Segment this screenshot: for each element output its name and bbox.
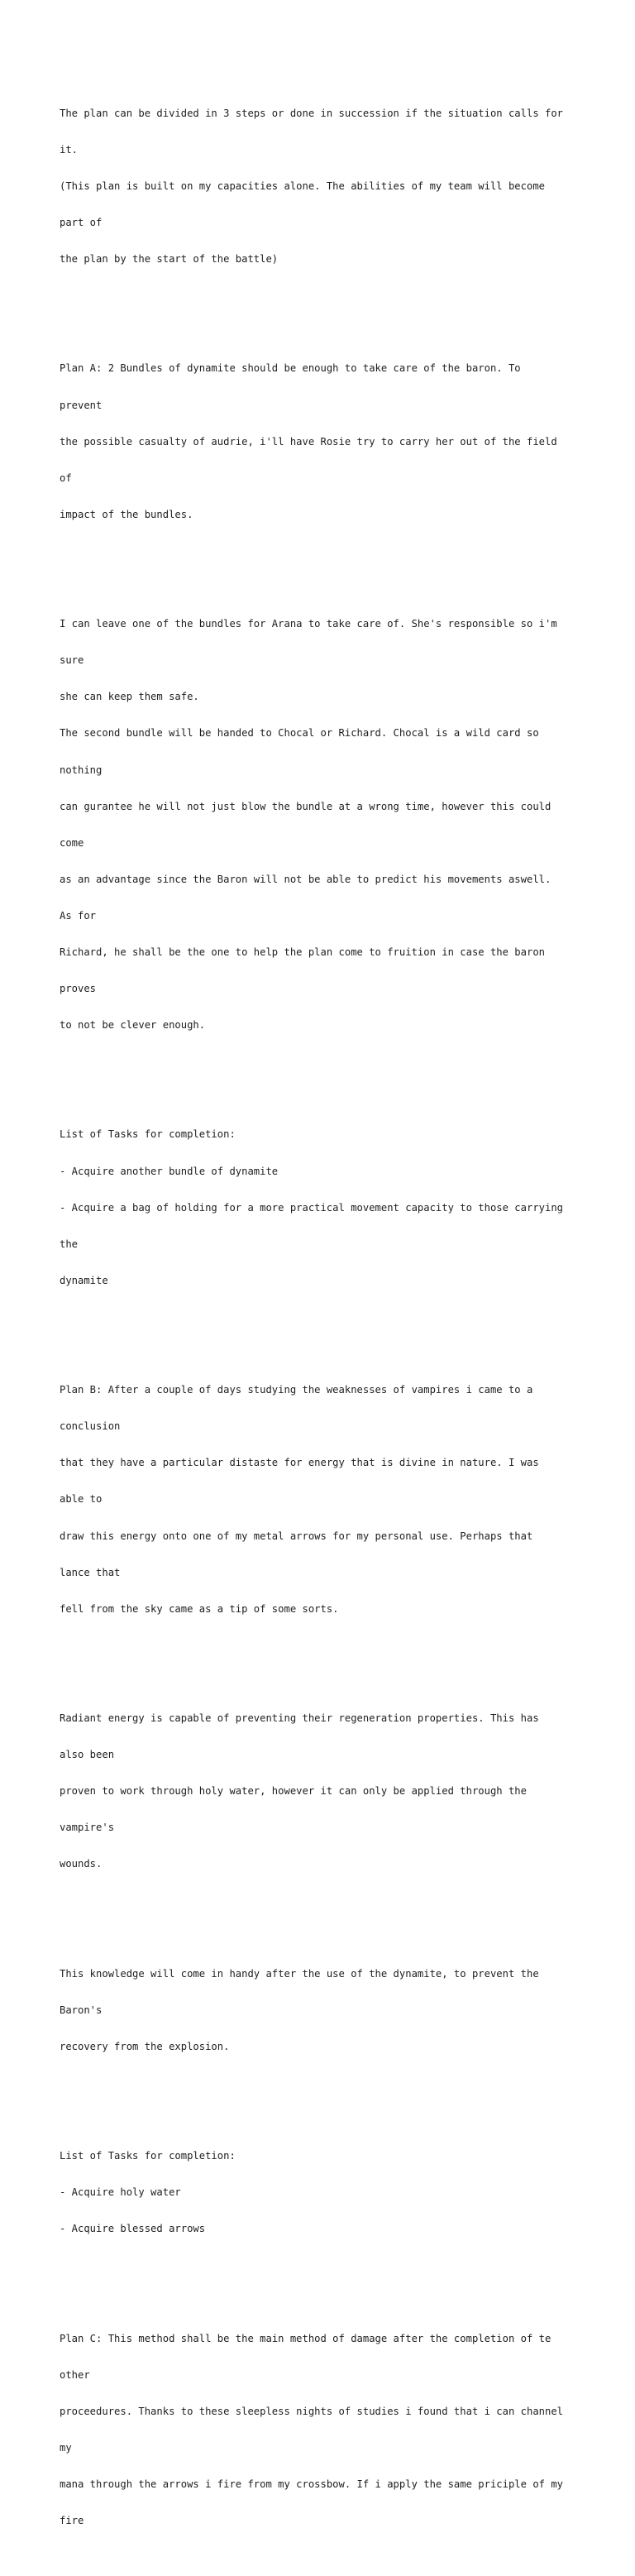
text-line: as an advantage since the Baron will not be able to predict his movements aswell. (60, 873, 551, 885)
text-line: fire (60, 2515, 84, 2527)
text-line: Radiant energy is capable of preventing their regeneration properties. This has (60, 1712, 539, 1725)
text-line: mana through the arrows i fire from my crossbow. If i apply the same priciple of my (60, 2478, 564, 2491)
text-line: dynamite (60, 1274, 108, 1286)
text-line: impact of the bundles. (60, 508, 193, 520)
text-line: part of (60, 217, 103, 229)
text-line: As for (60, 909, 97, 922)
text-line: conclusion (60, 1420, 121, 1433)
text-line: Richard, he shall be the one to help the plan come to fruition in case the baron (60, 946, 545, 958)
text-line: This knowledge will come in handy after the use of the dynamite, to prevent the (60, 1967, 539, 1980)
text-line: my (60, 2441, 72, 2454)
text-line: The second bundle will be handed to Chocal or Richard. Chocal is a wild card so (60, 727, 539, 740)
paragraph-knowledge (60, 1943, 589, 2077)
text-line: of (60, 472, 72, 484)
task-list-plan-a (60, 1104, 589, 1311)
list-item: - Acquire another bundle of dynamite (60, 1165, 279, 1177)
text-line: also been (60, 1749, 115, 1761)
text-line: that they have a particular distaste for energy that is divine in nature. I was (60, 1457, 539, 1469)
text-line: lance that (60, 1566, 121, 1578)
paragraph-plan-c (60, 2308, 589, 2551)
text-line: nothing (60, 764, 103, 776)
text-line: proceedures. Thanks to these sleepless nights of studies i found that i can channel (60, 2405, 564, 2417)
text-line: she can keep them safe. (60, 691, 199, 703)
text-line: I can leave one of the bundles for Arana to take care of. She's responsible so i'm (60, 618, 557, 630)
text-line: Plan A: 2 Bundles of dynamite should be enough to take care of the baron. To (60, 362, 521, 375)
paragraph-bundles (60, 594, 589, 1056)
text-line: the possible casualty of audrie, i'll have Rosie try to carry her out of the field (60, 435, 557, 448)
text-line: the (60, 1238, 79, 1250)
text-line: it. (60, 143, 79, 156)
text-line: Baron's (60, 2004, 103, 2016)
paragraph-intro (60, 83, 589, 290)
text-line: the plan by the start of the battle) (60, 253, 279, 266)
list-item: - Acquire holy water (60, 2186, 181, 2199)
text-line: able to (60, 1493, 103, 1506)
text-line: proves (60, 983, 97, 995)
list-item: - Acquire blessed arrows (60, 2223, 206, 2235)
text-line: sure (60, 654, 84, 667)
paragraph-plan-a (60, 338, 589, 545)
task-list-plan-b (60, 2126, 589, 2260)
text-line: vampire's (60, 1822, 115, 1834)
text-line: other (60, 2368, 90, 2381)
text-line: wounds. (60, 1858, 103, 1870)
text-line: Plan B: After a couple of days studying the weaknesses of vampires i came to a (60, 1384, 533, 1396)
text-line: List of Tasks for completion: (60, 1128, 236, 1141)
text-line: to not be clever enough. (60, 1019, 206, 1032)
text-line: proven to work through holy water, however it can only be applied through the (60, 1785, 527, 1798)
text-line: recovery from the explosion. (60, 2040, 230, 2052)
text-line: fell from the sky came as a tip of some sorts. (60, 1602, 339, 1615)
list-item: - Acquire a bag of holding for a more practical movement capacity to those carrying (60, 1201, 564, 1214)
text-line: draw this energy onto one of my metal arrows for my personal use. Perhaps that (60, 1530, 533, 1542)
text-line: The plan can be divided in 3 steps or done in succession if the situation calls for (60, 107, 564, 119)
text-line: come (60, 836, 84, 849)
paragraph-radiant-energy (60, 1688, 589, 1895)
text-line: prevent (60, 399, 103, 411)
text-line: Plan C: This method shall be the main method of damage after the completion of te (60, 2332, 551, 2344)
text-line: List of Tasks for completion: (60, 2150, 236, 2162)
text-line: can gurantee he will not just blow the bundle at a wrong time, however this could (60, 800, 551, 812)
paragraph-plan-b (60, 1360, 589, 1640)
text-line: (This plan is built on my capacities alone. The abilities of my team will become (60, 180, 545, 192)
document-page (60, 59, 589, 2576)
